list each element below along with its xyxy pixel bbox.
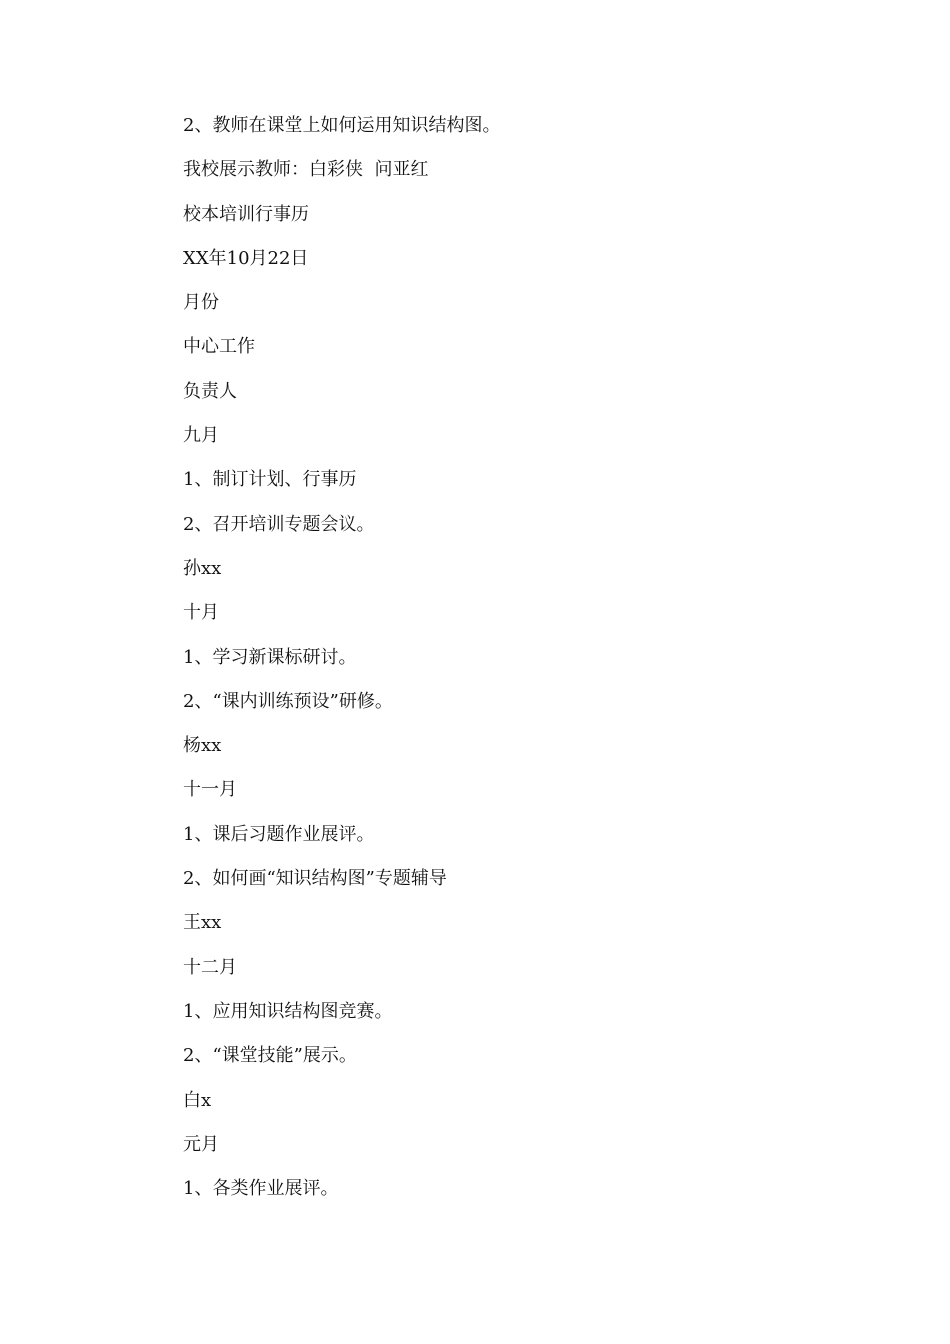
text-line: 1、课后习题作业展评。 — [183, 823, 375, 845]
text-line: 元月 — [183, 1133, 219, 1155]
text-line: 孙xx — [183, 557, 222, 579]
text-line: 1、应用知识结构图竞赛。 — [183, 1000, 393, 1022]
text-line: 1、学习新课标研讨。 — [183, 646, 357, 668]
text-line: 十二月 — [183, 956, 237, 978]
text-line: 王xx — [183, 912, 222, 934]
text-line: 月份 — [183, 292, 219, 314]
text-line: 白x — [183, 1089, 212, 1111]
text-line: 1、各类作业展评。 — [183, 1178, 339, 1200]
text-line: 九月 — [183, 425, 219, 447]
text-line: 2、召开培训专题会议。 — [183, 513, 375, 535]
text-line: 2、“课堂技能”展示。 — [183, 1045, 357, 1067]
document-body — [183, 112, 883, 1219]
text-line: 十月 — [183, 602, 219, 624]
text-line: 校本培训行事历 — [183, 203, 309, 225]
text-line: 负责人 — [183, 380, 237, 402]
text-line: 杨xx — [183, 735, 222, 757]
text-line: 2、如何画“知识结构图”专题辅导 — [183, 868, 447, 890]
text-line: 2、“课内训练预设”研修。 — [183, 690, 393, 712]
text-line: 1、制订计划、行事历 — [183, 469, 357, 491]
text-line: 中心工作 — [183, 336, 255, 358]
text-line: XX年10月22日 — [183, 247, 309, 269]
text-line: 2、教师在课堂上如何运用知识结构图。 — [183, 115, 501, 136]
text-line: 我校展示教师：白彩侠 问亚红 — [183, 159, 429, 181]
text-line: 十一月 — [183, 779, 237, 801]
